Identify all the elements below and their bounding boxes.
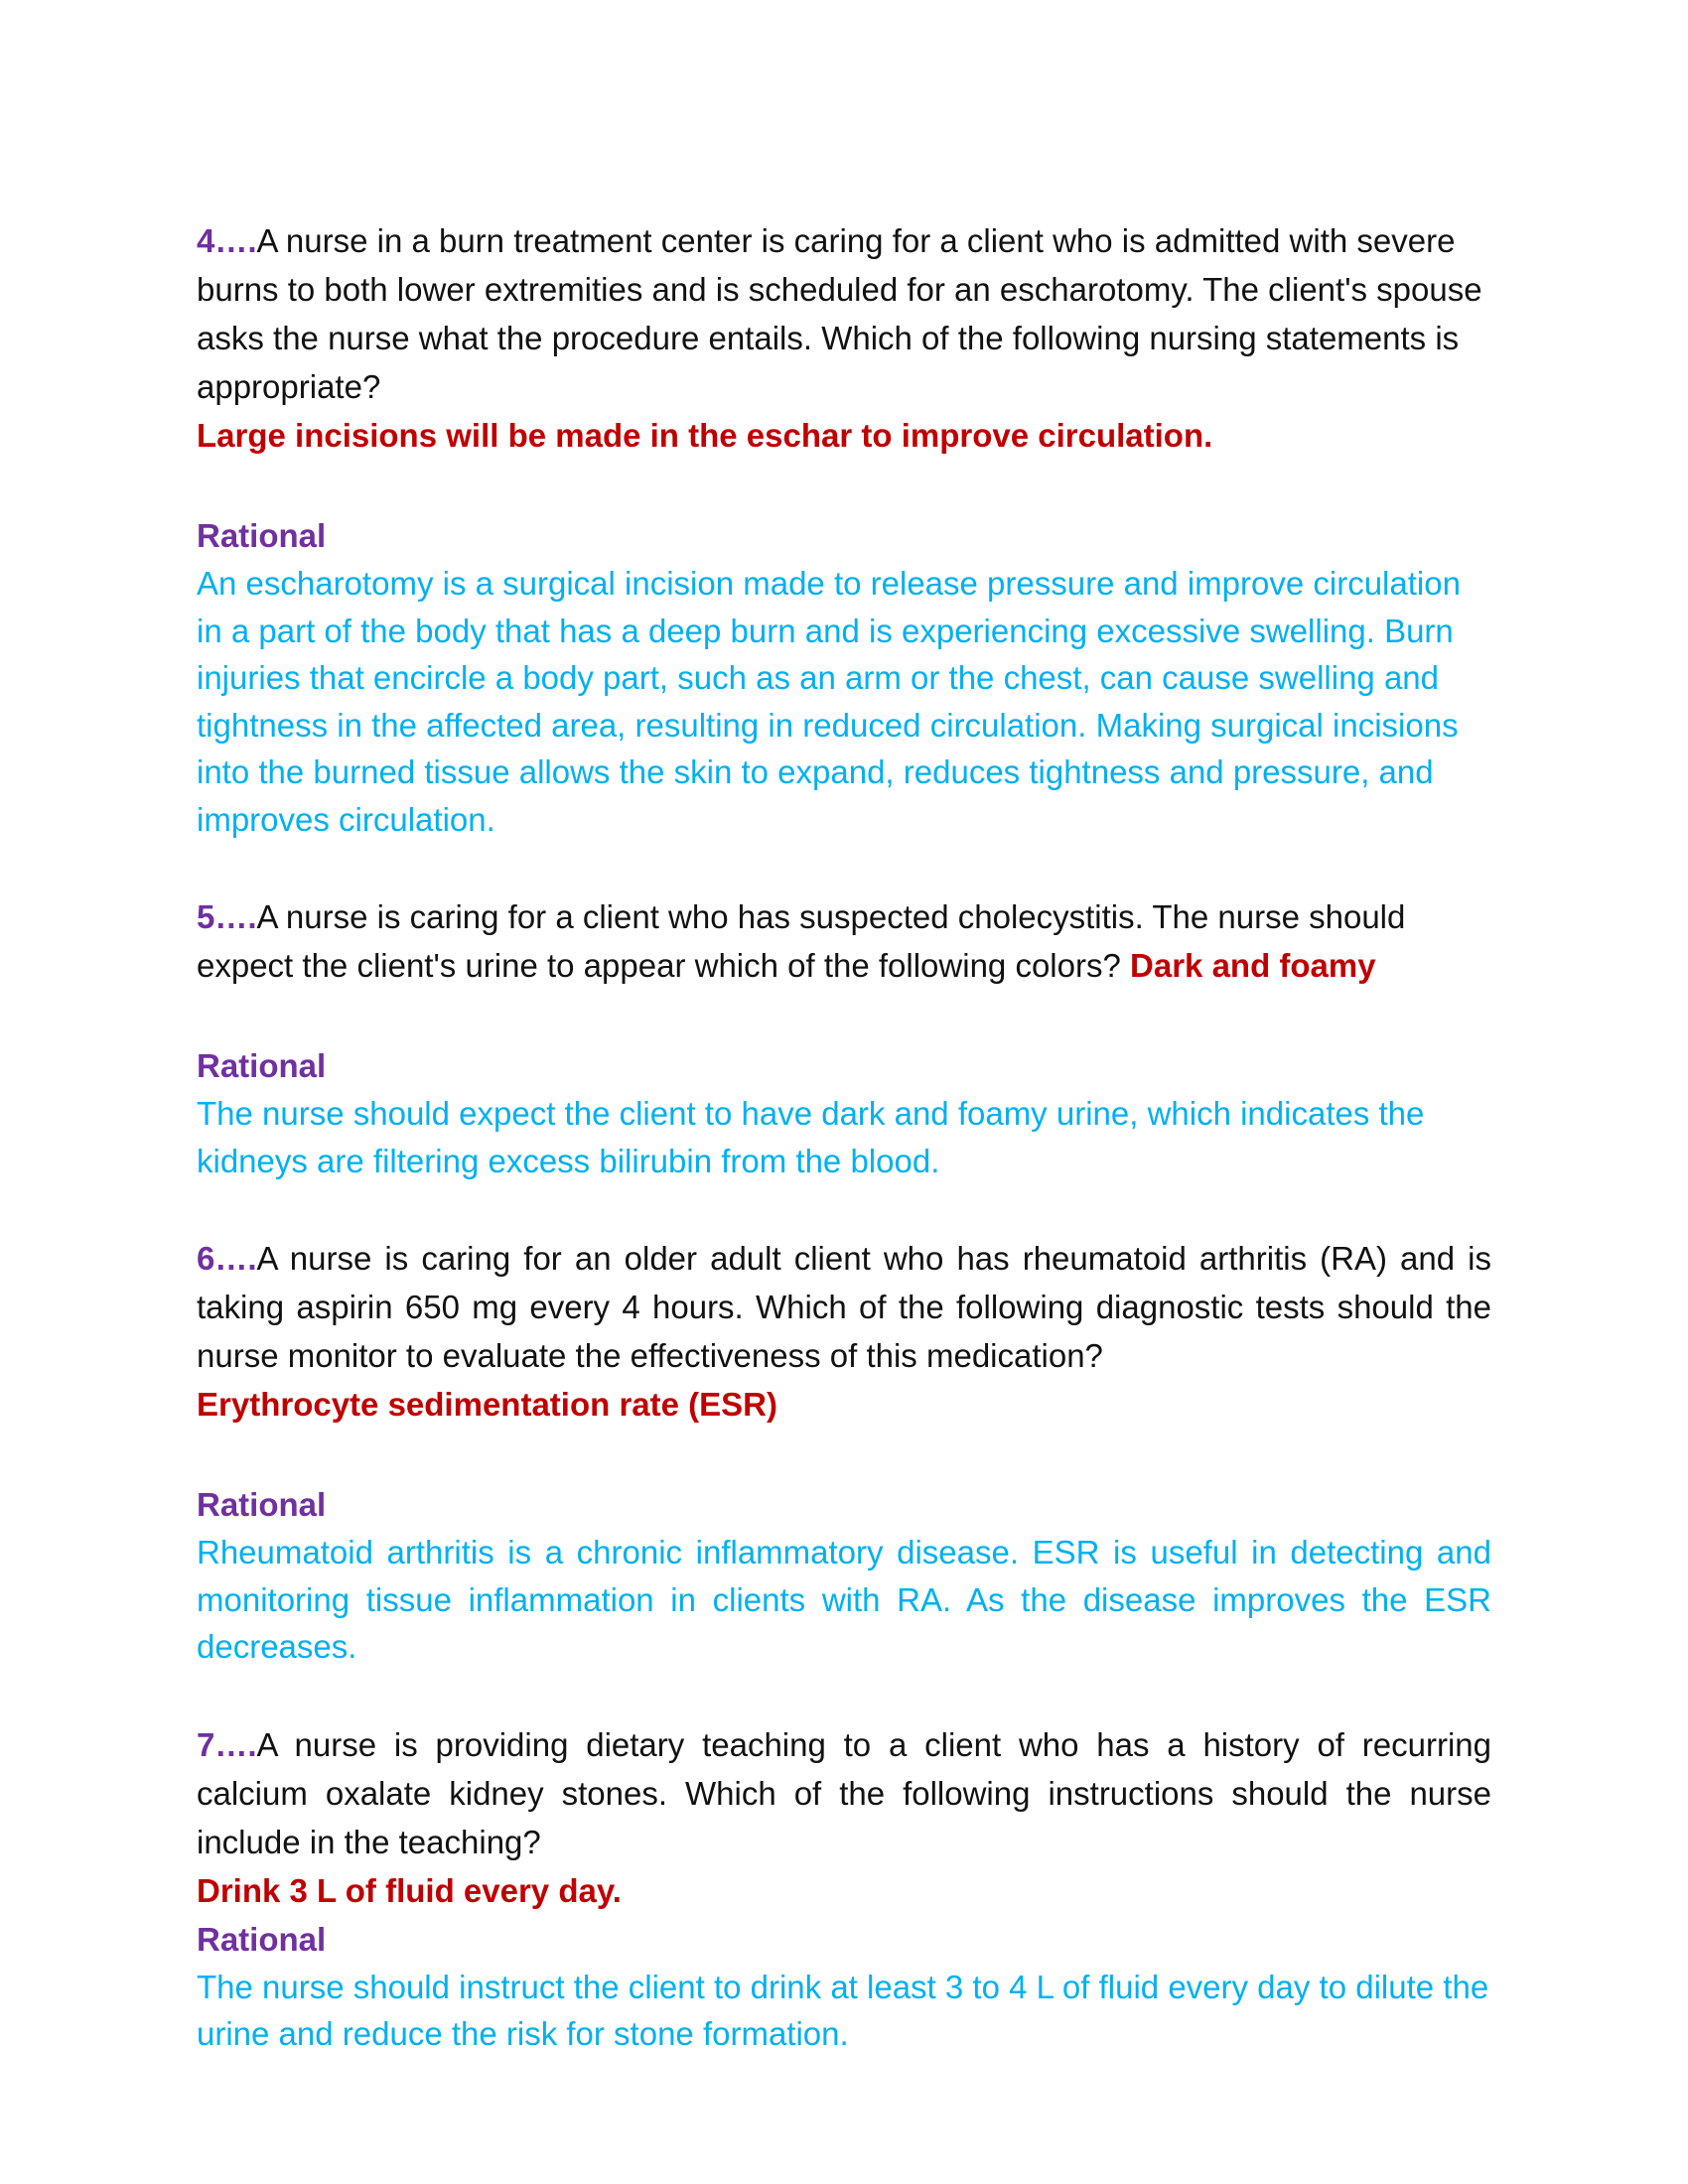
rational-heading: Rational bbox=[197, 1920, 327, 1958]
question-text bbox=[197, 1234, 1491, 1380]
question-body: A nurse in a burn treatment center is caring for a client who is admitted with severe burns to both lower extremities and is scheduled for an escharotomy. The client's spouse asks the nurse what the procedure entails. Which of the following nursing statements is appropriate? bbox=[197, 222, 1482, 405]
rational-text: An escharotomy is a surgical incision made to release pressure and improve circulation in a part of the body that has a deep burn and is experiencing excessive swelling. Burn injuries that encircle a body part, such as an arm or the chest, can cause swelling and tightness in the affected area, resulting in reduced circulation. Making surgical incisions into the burned tissue allows the skin to expand, reduces tightness and pressure, and improves circulation. bbox=[197, 565, 1461, 838]
question-body: A nurse is providing dietary teaching to a client who has a history of recurring calcium oxalate kidney stones. Which of the following instructions should the nurse include in the teaching? bbox=[197, 1725, 1491, 1860]
answer-text: Erythrocyte sedimentation rate (ESR) bbox=[197, 1386, 777, 1423]
question-number: 5…. bbox=[197, 898, 257, 935]
question-block-6 bbox=[197, 1234, 1491, 1671]
rational-heading: Rational bbox=[197, 1047, 327, 1084]
rational-heading: Rational bbox=[197, 517, 327, 554]
question-number: 7…. bbox=[197, 1725, 257, 1763]
question-text bbox=[197, 892, 1491, 990]
question-text bbox=[197, 1720, 1491, 1866]
answer-text: Drink 3 L of fluid every day. bbox=[197, 1871, 622, 1909]
rational-text: The nurse should expect the client to have dark and foamy urine, which indicates the kidneys are filtering excess bilirubin from the blood. bbox=[197, 1095, 1425, 1179]
question-number: 6…. bbox=[197, 1240, 257, 1277]
rational-heading: Rational bbox=[197, 1486, 327, 1523]
question-body: A nurse is caring for an older adult client who has rheumatoid arthritis (RA) and is taking aspirin 650 mg every 4 hours. Which of the following diagnostic tests should the nurse monitor to evaluate the effectiveness of this medication? bbox=[197, 1240, 1491, 1374]
rational-text: The nurse should instruct the client to drink at least 3 to 4 L of fluid every day to dilute the urine and reduce the risk for stone formation. bbox=[197, 1968, 1489, 2052]
rational-text: Rheumatoid arthritis is a chronic inflammatory disease. ESR is useful in detecting and monitoring tissue inflammation in clients with RA. As the disease improves the ESR decreases. bbox=[197, 1534, 1491, 1665]
answer-text: Dark and foamy bbox=[1130, 947, 1376, 984]
question-block-7 bbox=[197, 1720, 1491, 2058]
question-body: A nurse is caring for a client who has suspected cholecystitis. The nurse should expect the client's urine to appear which of the following colors? bbox=[197, 898, 1406, 984]
question-number: 4…. bbox=[197, 222, 257, 259]
answer-text: Large incisions will be made in the eschar to improve circulation. bbox=[197, 417, 1213, 454]
question-block-5 bbox=[197, 892, 1491, 1184]
question-block-4 bbox=[197, 216, 1491, 843]
question-text bbox=[197, 216, 1491, 411]
document-page bbox=[197, 216, 1491, 2058]
